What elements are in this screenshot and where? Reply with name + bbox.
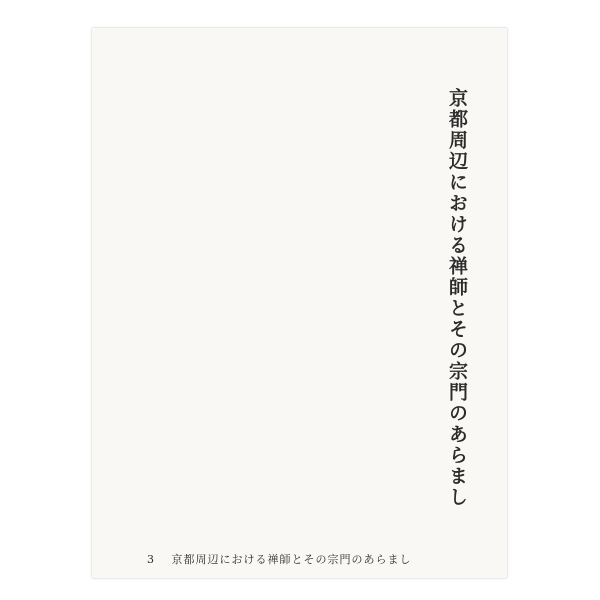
chapter-title: 京都周辺における禅師とその宗門のあらまし: [446, 88, 468, 508]
body-text: [127, 66, 437, 522]
book-page: [92, 28, 507, 578]
page-footer: [147, 551, 412, 567]
page-number: 3: [147, 553, 155, 566]
running-title: 京都周辺における禅師とその宗門のあらまし: [171, 553, 412, 566]
